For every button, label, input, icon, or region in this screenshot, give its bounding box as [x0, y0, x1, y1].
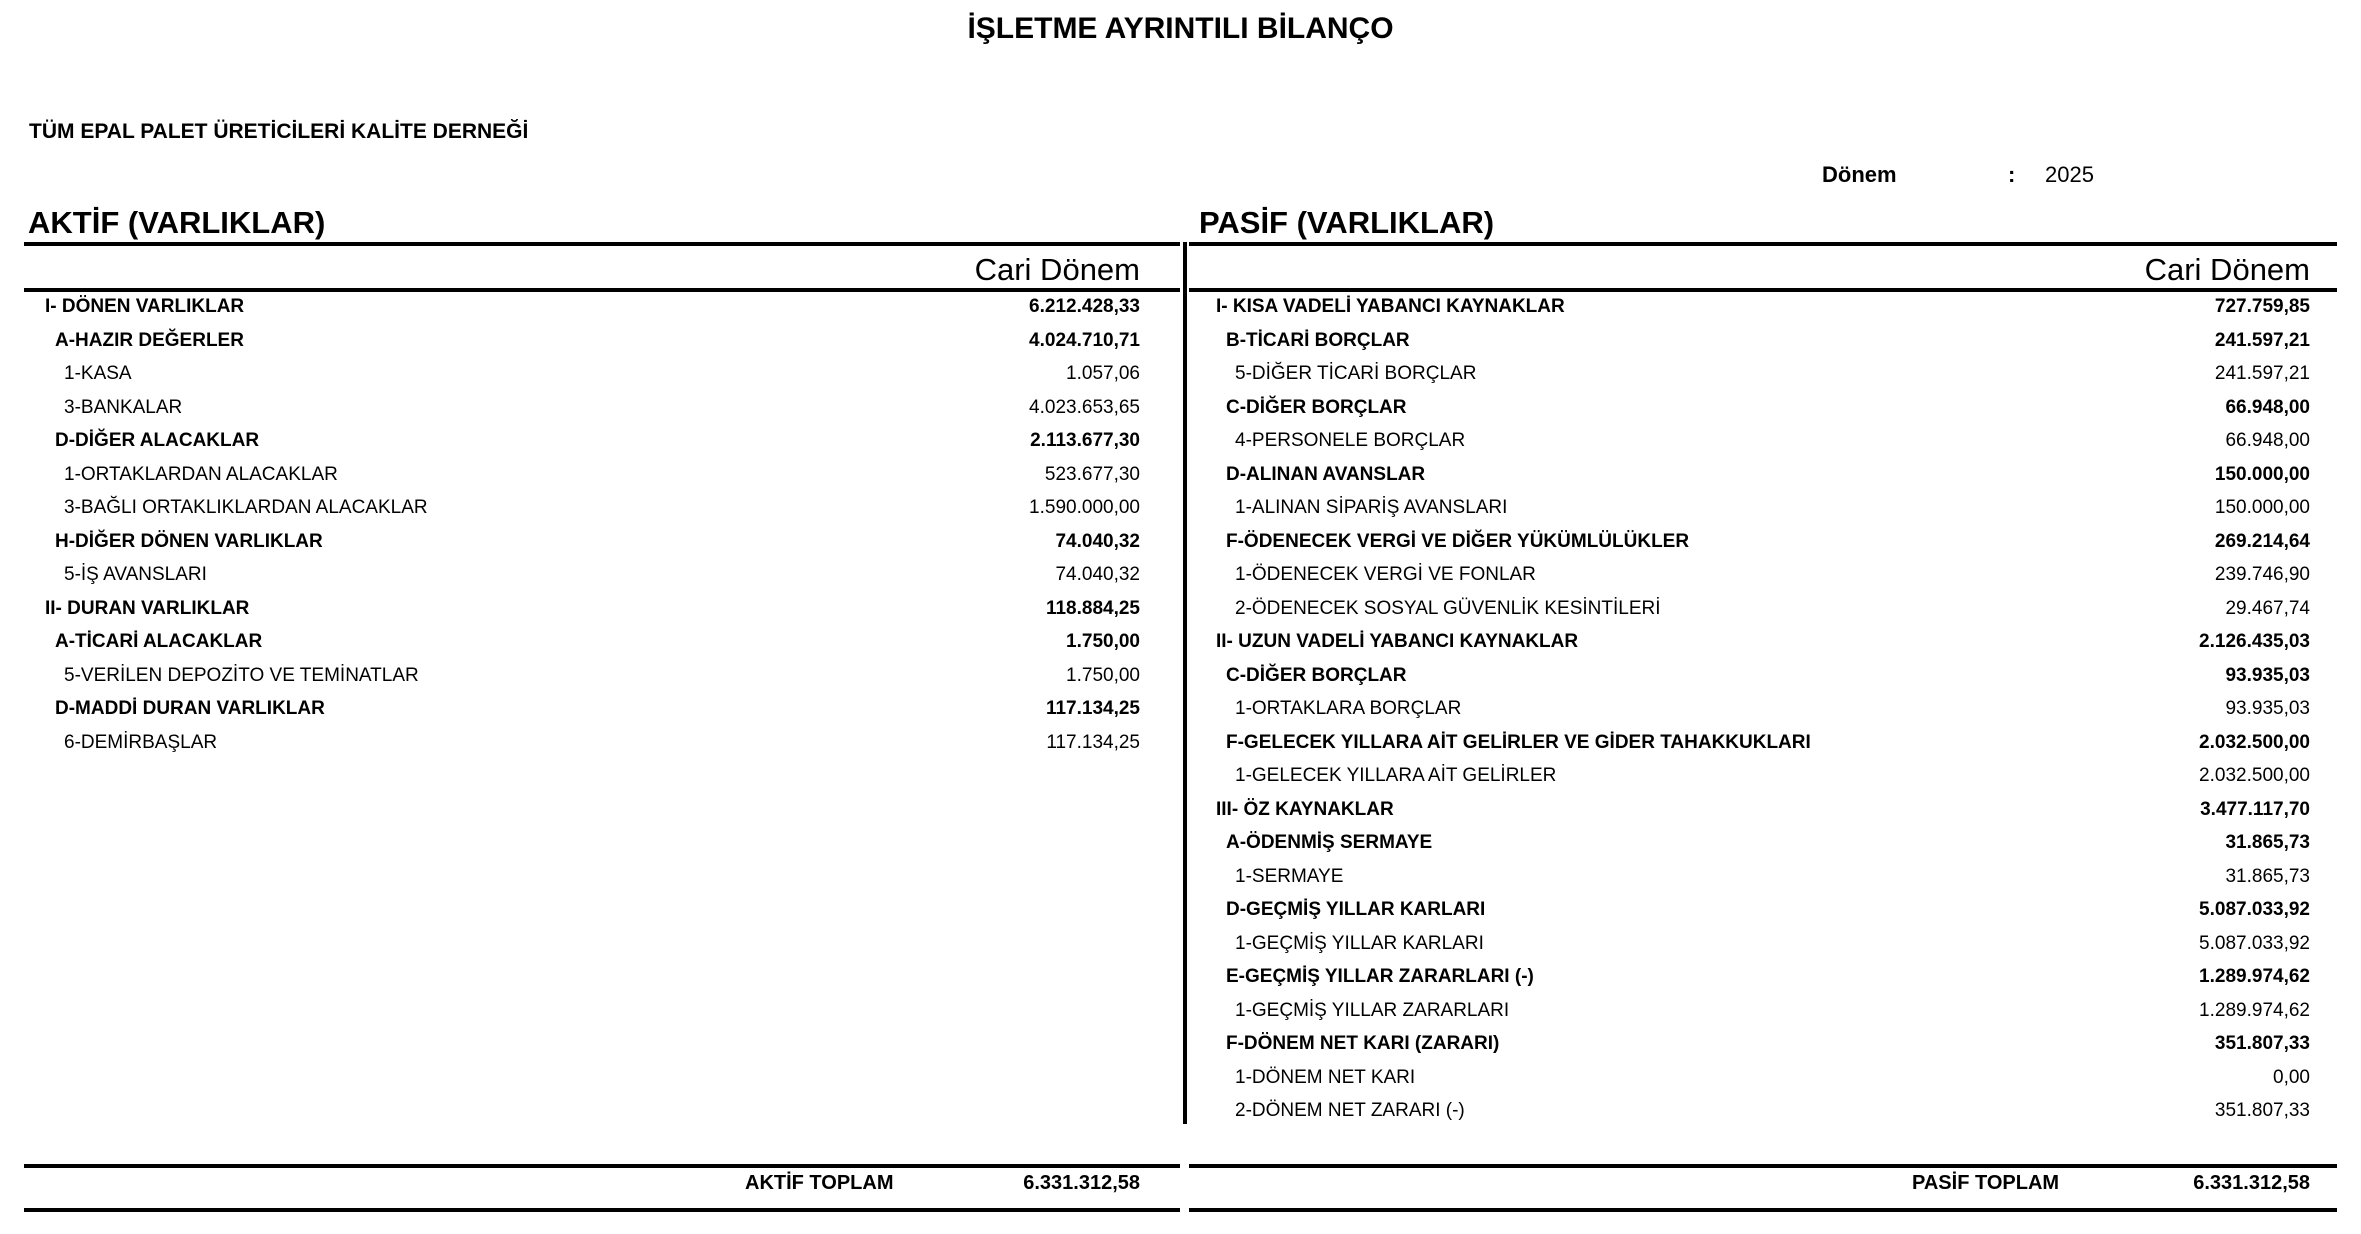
- pasif-row-value: 29.467,74: [2225, 597, 2310, 619]
- pasif-row-value: 150.000,00: [2214, 497, 2310, 518]
- aktif-total-label: AKTİF TOPLAM: [745, 1172, 894, 1194]
- aktif-row-value: 1.057,06: [1066, 363, 1140, 384]
- pasif-row-value: 5.087.033,92: [2199, 899, 2310, 920]
- pasif-row-value: 239.746,90: [2214, 564, 2310, 585]
- aktif-row-label: I- DÖNEN VARLIKLAR: [45, 296, 245, 317]
- pasif-row-label: F-DÖNEM NET KARI (ZARARI): [1226, 1033, 1500, 1054]
- pasif-row-value: 727.759,85: [2214, 296, 2310, 317]
- aktif-row: [24, 357, 1140, 391]
- aktif-column-header: Cari Dönem: [974, 252, 1140, 287]
- pasif-row: [1195, 324, 2310, 358]
- aktif-heading-rule: [24, 242, 1180, 246]
- pasif-row-value: 31.865,73: [2225, 865, 2310, 887]
- pasif-row-value: 150.000,00: [2214, 463, 2310, 485]
- aktif-row: [24, 625, 1140, 659]
- pasif-row: [1195, 458, 2310, 492]
- aktif-row-value: 117.134,25: [1045, 698, 1140, 719]
- pasif-row-label: III- ÖZ KAYNAKLAR: [1216, 798, 1394, 820]
- aktif-row: [24, 424, 1140, 458]
- pasif-row-label: 1-DÖNEM NET KARI: [1235, 1066, 1416, 1088]
- pasif-row-label: D-ALINAN AVANSLAR: [1226, 463, 1426, 485]
- pasif-total-value: 6.331.312,58: [2193, 1172, 2310, 1194]
- aktif-row-label: 3-BAĞLI ORTAKLIKLARDAN ALACAKLAR: [64, 497, 428, 518]
- pasif-total-label: PASİF TOPLAM: [1912, 1172, 2060, 1194]
- aktif-row-value: 2.113.677,30: [1030, 430, 1140, 451]
- pasif-row: [1195, 726, 2310, 760]
- pasif-row: [1195, 994, 2310, 1028]
- aktif-row: [24, 558, 1140, 592]
- pasif-row: [1195, 860, 2310, 894]
- pasif-row: [1195, 290, 2310, 324]
- pasif-row: [1195, 1061, 2310, 1095]
- pasif-row-value: 93.935,03: [2225, 664, 2310, 686]
- aktif-row-label: 1-ORTAKLARDAN ALACAKLAR: [64, 463, 338, 485]
- pasif-heading: PASİF (VARLIKLAR): [1199, 205, 1495, 240]
- pasif-table: [1195, 290, 2310, 1128]
- pasif-row-label: 5-DİĞER TİCARİ BORÇLAR: [1235, 363, 1477, 384]
- aktif-row-label: D-DİĞER ALACAKLAR: [55, 430, 260, 451]
- pasif-row: [1195, 1094, 2310, 1128]
- aktif-row-value: 74.040,32: [1055, 564, 1140, 585]
- aktif-row-label: 6-DEMİRBAŞLAR: [64, 731, 218, 753]
- pasif-row: [1195, 625, 2310, 659]
- pasif-row-value: 2.032.500,00: [2199, 765, 2310, 786]
- aktif-row-label: II- DURAN VARLIKLAR: [45, 597, 250, 619]
- pasif-row: [1195, 357, 2310, 391]
- aktif-row-value: 4.023.653,65: [1029, 396, 1140, 418]
- pasif-row-value: 2.126.435,03: [2199, 631, 2310, 652]
- column-divider: [1183, 242, 1187, 1124]
- aktif-row-label: 1-KASA: [64, 363, 132, 384]
- pasif-row-label: F-ÖDENECEK VERGİ VE DİĞER YÜKÜMLÜLÜKLER: [1226, 530, 1690, 552]
- period-value: 2025: [2045, 162, 2094, 187]
- pasif-column-header: Cari Dönem: [2144, 252, 2310, 287]
- aktif-row: [24, 458, 1140, 492]
- pasif-row-value: 93.935,03: [2225, 698, 2310, 719]
- aktif-row-label: 3-BANKALAR: [64, 396, 183, 418]
- pasif-row-label: 2-ÖDENECEK SOSYAL GÜVENLİK KESİNTİLERİ: [1235, 597, 1661, 619]
- pasif-row-value: 31.865,73: [2225, 832, 2310, 853]
- pasif-row-label: 1-ALINAN SİPARİŞ AVANSLARI: [1235, 497, 1508, 518]
- pasif-row-label: 2-DÖNEM NET ZARARI (-): [1235, 1100, 1465, 1121]
- pasif-total-bottom-rule: [1189, 1208, 2337, 1212]
- aktif-row-value: 1.590.000,00: [1029, 497, 1140, 518]
- pasif-row: [1195, 592, 2310, 626]
- aktif-row: [24, 659, 1140, 693]
- pasif-row-value: 1.289.974,62: [2199, 966, 2310, 987]
- aktif-total-top-rule: [24, 1164, 1180, 1168]
- pasif-row-value: 3.477.117,70: [2200, 798, 2310, 820]
- pasif-row-label: 1-SERMAYE: [1235, 865, 1344, 887]
- pasif-row: [1195, 558, 2310, 592]
- pasif-row-label: 1-ORTAKLARA BORÇLAR: [1235, 698, 1462, 719]
- aktif-row-value: 523.677,30: [1044, 463, 1140, 485]
- pasif-row-value: 269.214,64: [2214, 530, 2310, 552]
- pasif-row-value: 66.948,00: [2225, 430, 2310, 451]
- aktif-row-value: 74.040,32: [1055, 530, 1140, 552]
- aktif-row-value: 6.212.428,33: [1029, 296, 1140, 317]
- period-colon: :: [2008, 162, 2016, 187]
- pasif-row: [1195, 759, 2310, 793]
- pasif-row-label: 1-GELECEK YILLARA AİT GELİRLER: [1235, 765, 1557, 786]
- aktif-heading: AKTİF (VARLIKLAR): [28, 205, 326, 240]
- pasif-row: [1195, 659, 2310, 693]
- aktif-row: [24, 491, 1140, 525]
- aktif-row: [24, 525, 1140, 559]
- aktif-row: [24, 391, 1140, 425]
- aktif-row-label: 5-VERİLEN DEPOZİTO VE TEMİNATLAR: [64, 664, 419, 686]
- aktif-row-label: 5-İŞ AVANSLARI: [64, 564, 207, 585]
- aktif-row: [24, 726, 1140, 760]
- pasif-heading-rule: [1189, 242, 2337, 246]
- pasif-row: [1195, 893, 2310, 927]
- pasif-row-label: 4-PERSONELE BORÇLAR: [1235, 430, 1466, 451]
- pasif-row: [1195, 793, 2310, 827]
- pasif-row-label: A-ÖDENMİŞ SERMAYE: [1226, 832, 1433, 853]
- aktif-row-value: 4.024.710,71: [1029, 329, 1140, 351]
- aktif-row-label: A-TİCARİ ALACAKLAR: [55, 631, 263, 652]
- aktif-row-value: 117.134,25: [1046, 731, 1140, 753]
- aktif-row: [24, 592, 1140, 626]
- pasif-row-value: 2.032.500,00: [2199, 731, 2310, 753]
- aktif-total-bottom-rule: [24, 1208, 1180, 1212]
- pasif-row-value: 351.807,33: [2214, 1100, 2310, 1121]
- pasif-row: [1195, 391, 2310, 425]
- pasif-row: [1195, 424, 2310, 458]
- pasif-row-label: D-GEÇMİŞ YILLAR KARLARI: [1226, 899, 1486, 920]
- pasif-row-label: E-GEÇMİŞ YILLAR ZARARLARI (-): [1226, 966, 1534, 987]
- pasif-row-label: I- KISA VADELİ YABANCI KAYNAKLAR: [1216, 296, 1565, 317]
- pasif-row-label: B-TİCARİ BORÇLAR: [1226, 329, 1410, 351]
- pasif-row-label: 1-GEÇMİŞ YILLAR KARLARI: [1235, 932, 1484, 954]
- aktif-row: [24, 290, 1140, 324]
- aktif-row: [24, 324, 1140, 358]
- pasif-row-label: F-GELECEK YILLARA AİT GELİRLER VE GİDER TAHAKKUKLARI: [1226, 731, 1811, 753]
- pasif-row-value: 241.597,21: [2214, 363, 2310, 384]
- aktif-table: [24, 290, 1140, 759]
- pasif-row-label: C-DİĞER BORÇLAR: [1226, 396, 1407, 418]
- organization-name: TÜM EPAL PALET ÜRETİCİLERİ KALİTE DERNEĞİ: [29, 120, 529, 143]
- pasif-row-value: 351.807,33: [2214, 1033, 2310, 1054]
- pasif-row-value: 0,00: [2273, 1066, 2310, 1088]
- pasif-row-value: 1.289.974,62: [2199, 999, 2310, 1021]
- period-label: Dönem: [1822, 162, 1897, 187]
- pasif-row-value: 5.087.033,92: [2199, 932, 2310, 954]
- pasif-row: [1195, 1027, 2310, 1061]
- pasif-row-label: 1-GEÇMİŞ YILLAR ZARARLARI: [1235, 999, 1510, 1021]
- pasif-row: [1195, 692, 2310, 726]
- pasif-total-top-rule: [1189, 1164, 2337, 1168]
- aktif-row-label: D-MADDİ DURAN VARLIKLAR: [55, 698, 325, 719]
- pasif-row: [1195, 525, 2310, 559]
- aktif-row: [24, 692, 1140, 726]
- aktif-row-value: 118.884,25: [1045, 597, 1140, 619]
- report-title: İŞLETME AYRINTILI BİLANÇO: [967, 12, 1394, 45]
- pasif-row-label: II- UZUN VADELİ YABANCI KAYNAKLAR: [1216, 631, 1579, 652]
- aktif-row-label: H-DİĞER DÖNEN VARLIKLAR: [55, 530, 323, 552]
- aktif-row-label: A-HAZIR DEĞERLER: [55, 329, 244, 351]
- pasif-row-label: 1-ÖDENECEK VERGİ VE FONLAR: [1235, 564, 1536, 585]
- pasif-row: [1195, 960, 2310, 994]
- aktif-row-value: 1.750,00: [1066, 631, 1140, 652]
- aktif-row-value: 1.750,00: [1066, 664, 1140, 686]
- aktif-total-value: 6.331.312,58: [1023, 1172, 1140, 1194]
- pasif-row-value: 241.597,21: [2214, 329, 2310, 351]
- pasif-row-value: 66.948,00: [2225, 396, 2310, 418]
- pasif-row: [1195, 826, 2310, 860]
- pasif-row-label: C-DİĞER BORÇLAR: [1226, 664, 1407, 686]
- pasif-row: [1195, 927, 2310, 961]
- pasif-row: [1195, 491, 2310, 525]
